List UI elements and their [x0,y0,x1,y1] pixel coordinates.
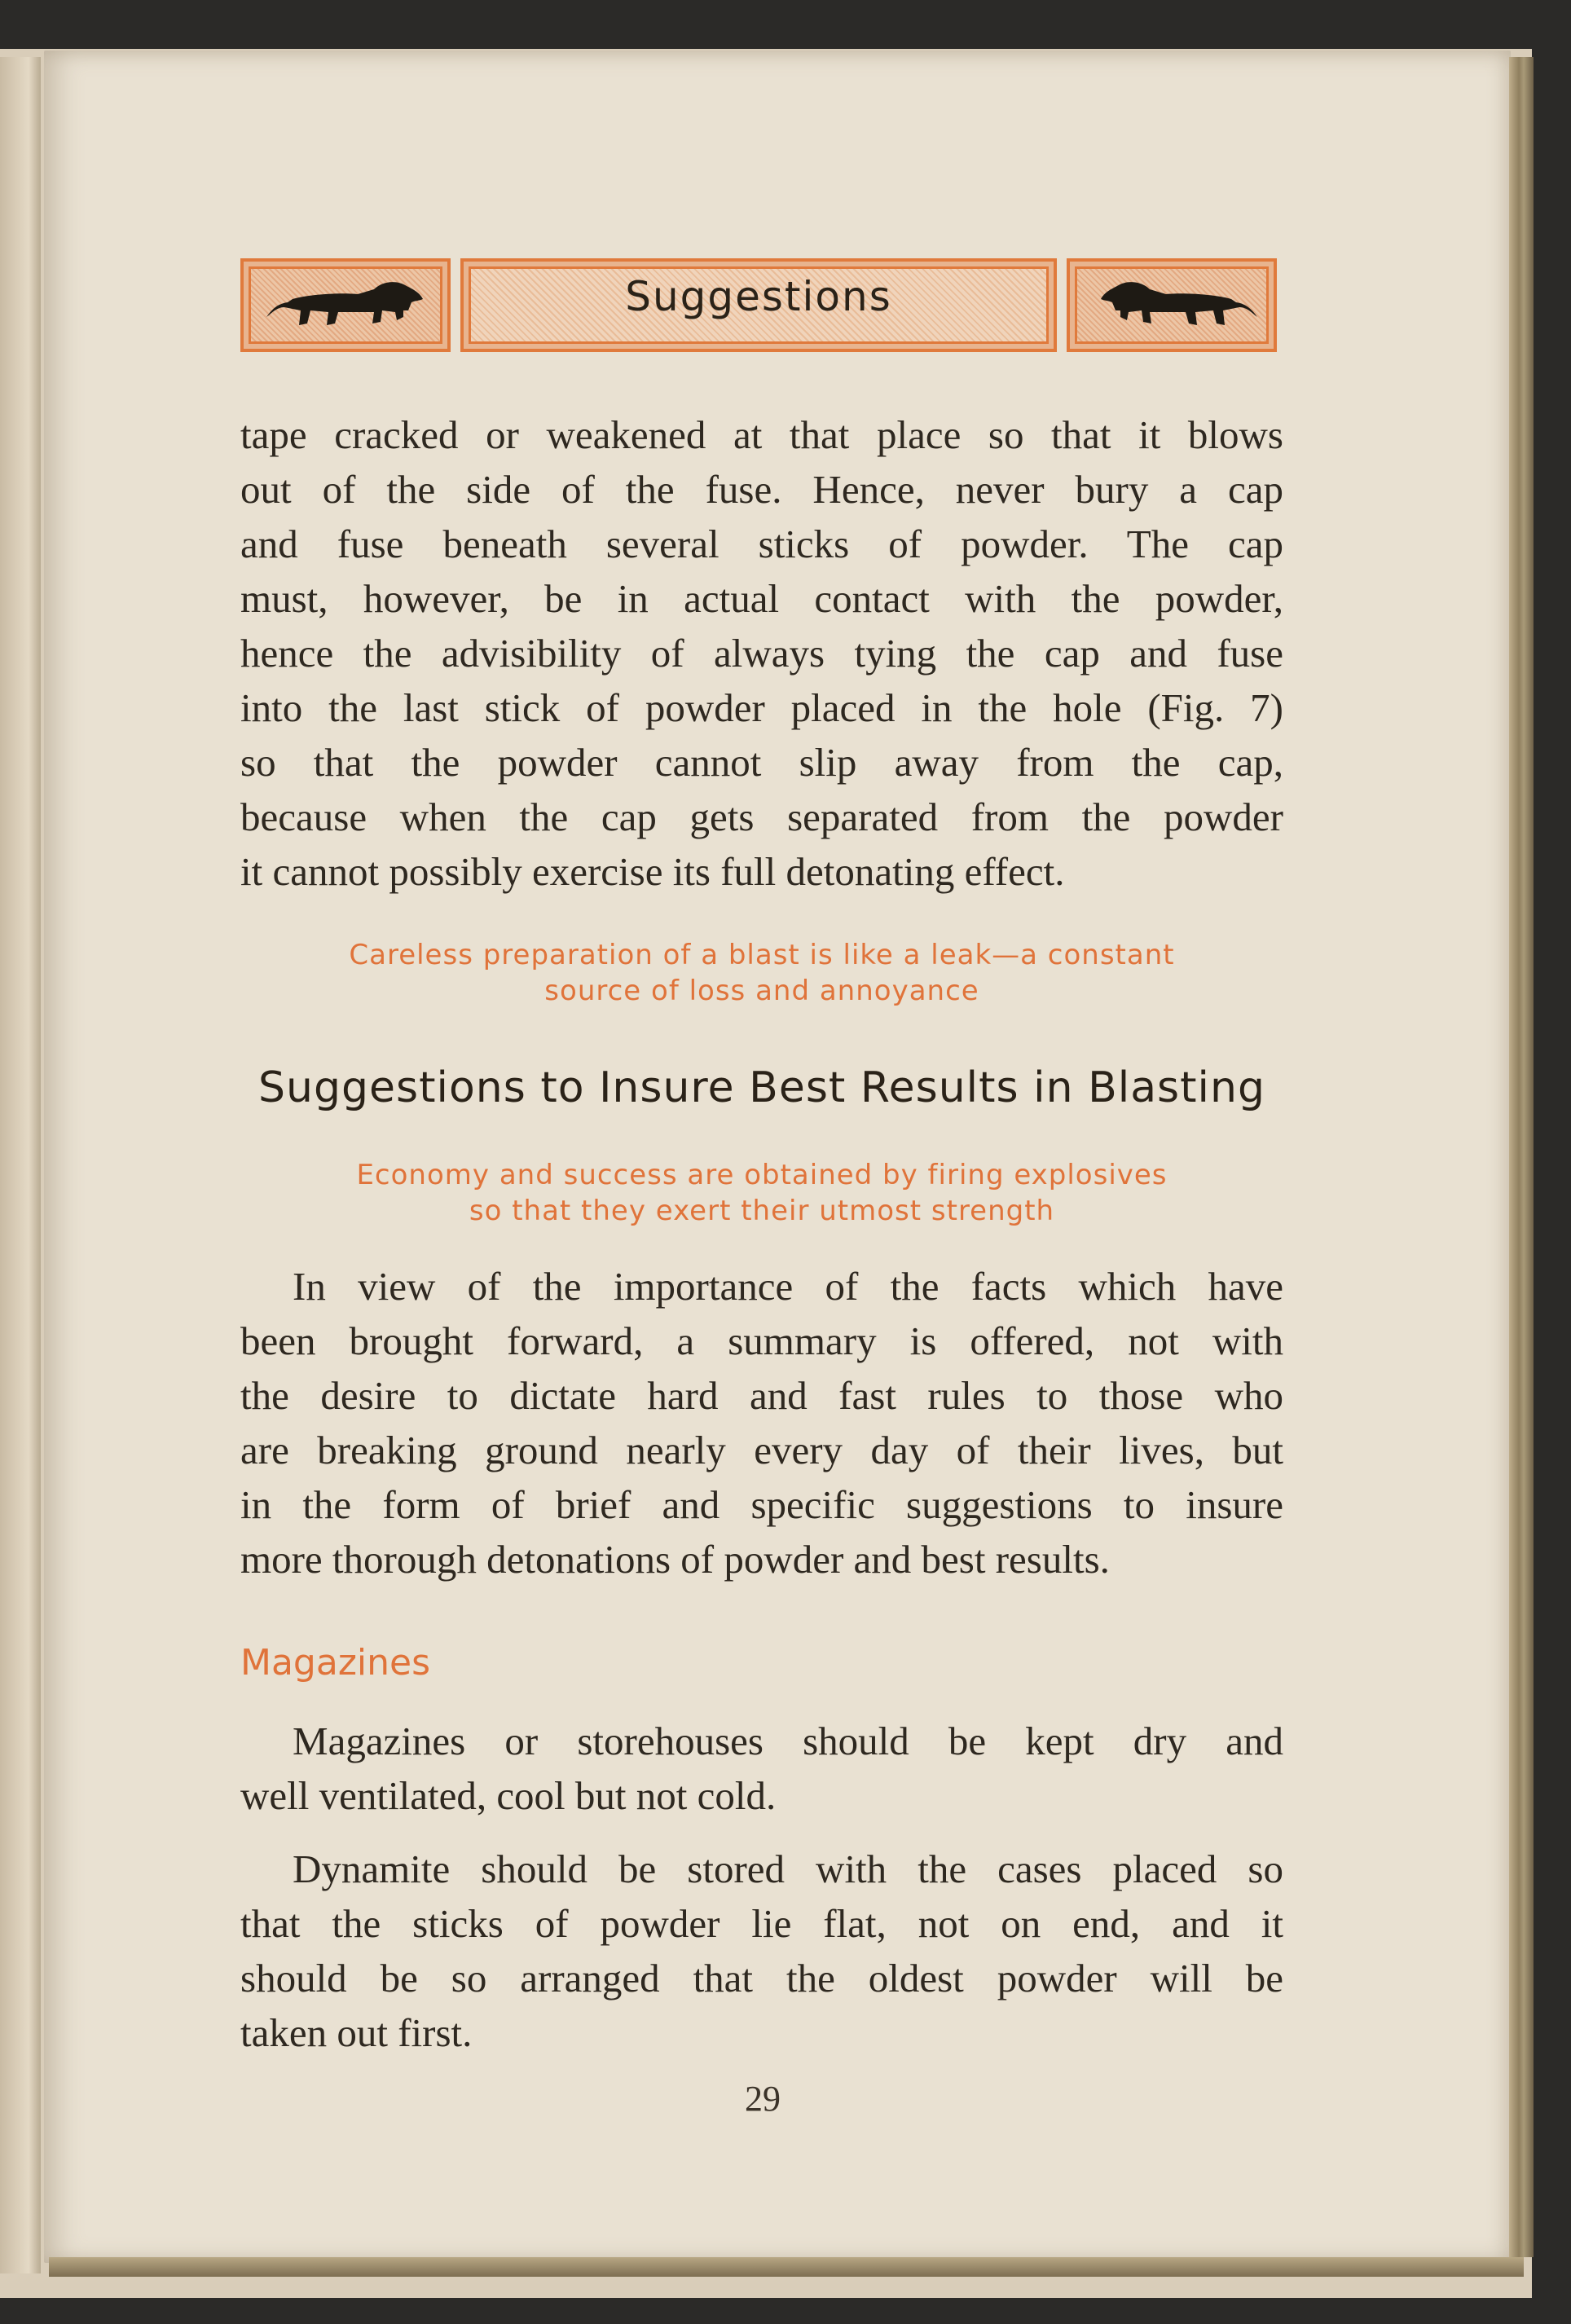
text-line: hence the advisibility of always tying the cap and fuse [240,631,1283,676]
caption-line: source of loss and annoyance [544,975,979,1007]
paragraph-magazines [240,1714,1283,1823]
lion-icon [260,275,431,332]
section-heading: Suggestions to Insure Best Results in Blasting [258,1063,1265,1112]
header-right-panel [1067,258,1277,352]
text-line: Magazines or storehouses should be kept dry and [293,1719,1283,1763]
caption-careless-preparation [240,937,1283,1009]
text-line: must, however, be in actual contact with the powder, [240,576,1283,621]
caption-economy-success [240,1157,1283,1229]
text-line: in the form of brief and specific suggestions to insure [240,1482,1283,1527]
text-line: In view of the importance of the facts which have [293,1264,1283,1309]
page-number: 29 [745,2079,781,2119]
text-line: out of the side of the fuse. Hence, never bury a cap [240,467,1283,512]
text-line: the desire to dictate hard and fast rules to those who [240,1373,1283,1418]
text-line: so that the powder cannot slip away from the cap, [240,740,1283,785]
lion-icon [1093,275,1264,332]
text-line: it cannot possibly exercise its full detonating effect. [240,849,1065,894]
facing-page-edge [0,57,41,2273]
text-line: well ventilated, cool but not cold. [240,1773,777,1818]
text-line: that the sticks of powder lie flat, not on end, and it [240,1901,1283,1946]
text-line: taken out first. [240,2010,473,2055]
page-stack-edge [1509,57,1534,2257]
text-line: been brought forward, a summary is offered, not with [240,1318,1283,1363]
subheading-magazines: Magazines [240,1642,431,1684]
caption-line: so that they exert their utmost strength [469,1195,1055,1227]
caption-line: Careless preparation of a blast is like a leak—a constant [349,939,1175,971]
page-stack-bottom [49,2257,1524,2277]
text-line: should be so arranged that the oldest powder will be [240,1956,1283,2000]
paragraph-dynamite-storage [240,1842,1283,2060]
text-line: Dynamite should be stored with the cases placed so [293,1846,1283,1891]
paragraph-summary [240,1259,1283,1587]
header-left-panel [240,258,451,352]
caption-line: Economy and success are obtained by firing explosives [356,1159,1168,1191]
text-line: are breaking ground nearly every day of their lives, but [240,1428,1283,1472]
text-line: tape cracked or weakened at that place so that it blows [240,412,1283,457]
text-line: because when the cap gets separated from the powder [240,794,1283,839]
page-header [240,258,1277,352]
paragraph-fuse-caution [240,407,1283,899]
header-title: Suggestions [625,273,892,320]
text-line: and fuse beneath several sticks of powder. The cap [240,522,1283,566]
text-line: more thorough detonations of powder and best results. [240,1537,1110,1582]
header-title-panel [460,258,1057,352]
text-line: into the last stick of powder placed in the hole (Fig. 7) [240,685,1283,730]
